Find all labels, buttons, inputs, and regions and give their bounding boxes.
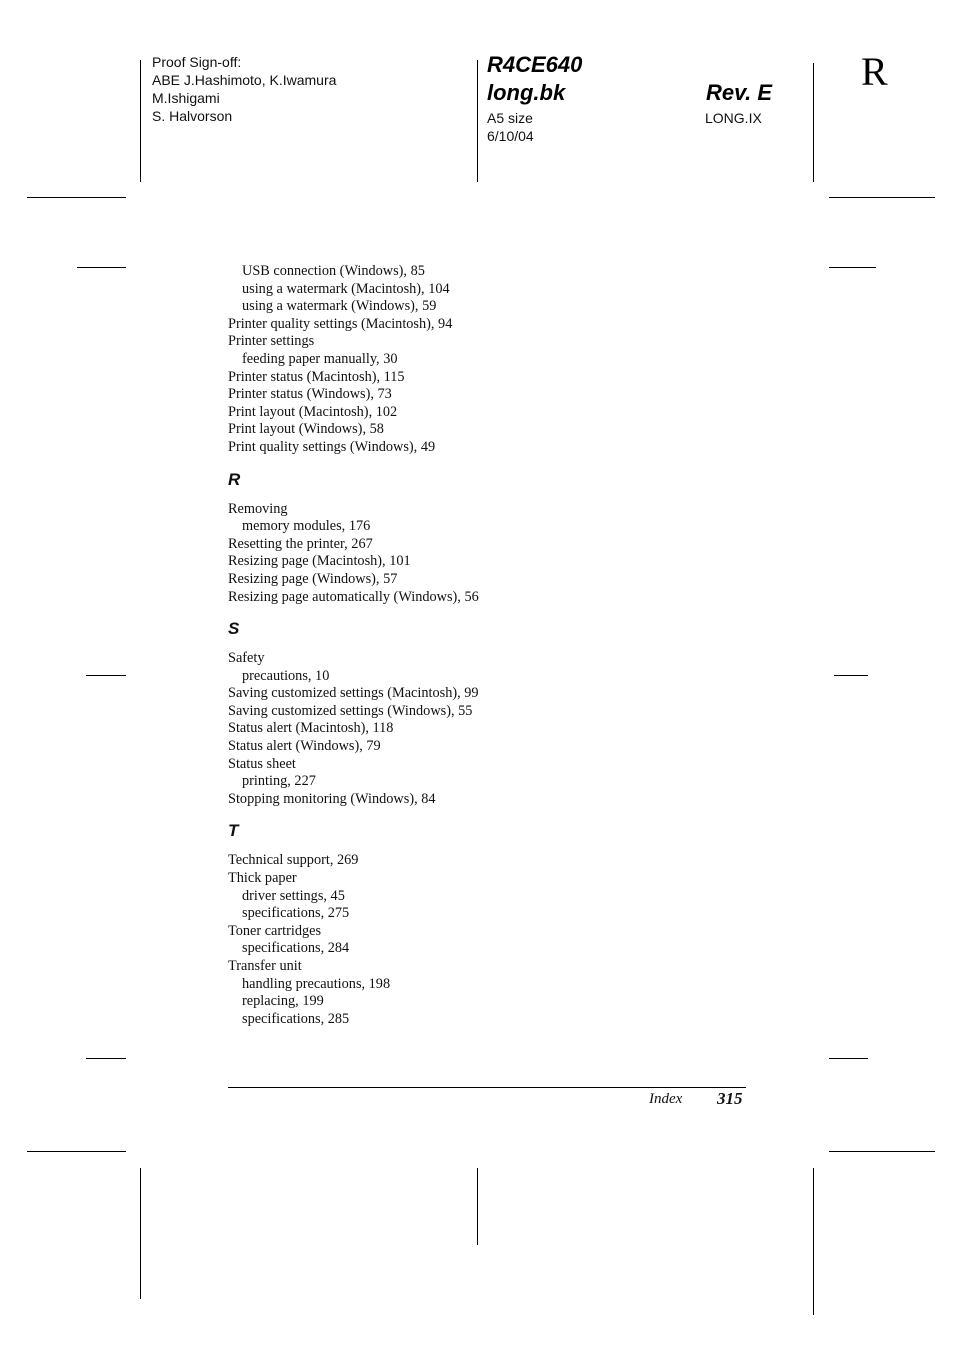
index-subentry: driver settings, 45 — [242, 887, 345, 904]
crop-mark — [77, 267, 126, 268]
doc-size: A5 size — [487, 110, 533, 126]
crop-mark — [140, 60, 141, 182]
index-entry: Transfer unit — [228, 958, 302, 974]
crop-mark — [813, 63, 814, 182]
crop-mark — [477, 1168, 478, 1245]
index-entry: Resetting the printer, 267 — [228, 535, 373, 552]
doc-date: 6/10/04 — [487, 128, 534, 144]
footer-label: Index — [649, 1091, 683, 1107]
doc-section-file: LONG.IX — [705, 110, 762, 126]
index-entry: Printer status (Windows), 73 — [228, 386, 392, 403]
corner-letter: R — [861, 49, 888, 94]
index-entry: Printer settings — [228, 333, 315, 350]
crop-mark — [829, 267, 876, 268]
index-entry: Safety — [228, 650, 265, 667]
index-subentry: precautions, 10 — [242, 667, 330, 684]
index-subentry: memory modules, 176 — [242, 518, 371, 535]
index-entry: Printer status (Macintosh), 115 — [228, 368, 405, 385]
proof-name: S. Halvorson — [152, 108, 233, 124]
index-letter-heading: R — [228, 469, 241, 489]
crop-mark — [27, 1151, 126, 1152]
crop-mark — [834, 675, 868, 676]
index-entry: Print quality settings (Windows), 49 — [228, 438, 436, 455]
index-entry: Saving customized settings (Macintosh), 99 — [228, 685, 479, 702]
crop-mark — [86, 675, 126, 676]
index-entry: Stopping monitoring (Windows), 84 — [228, 790, 436, 807]
index-entry: Saving customized settings (Windows), 55 — [228, 702, 473, 719]
crop-mark — [86, 1058, 126, 1059]
index-subentry: using a watermark (Macintosh), 104 — [242, 280, 450, 297]
doc-code: R4CE640 — [487, 52, 583, 77]
index-list — [228, 263, 748, 1028]
proof-name: M.Ishigami — [152, 90, 220, 106]
index-subentry: printing, 227 — [242, 773, 316, 790]
index-entry: Toner cartridges — [228, 922, 322, 939]
index-entry: Print layout (Macintosh), 102 — [228, 403, 398, 420]
index-entry: Status sheet — [228, 755, 296, 772]
index-subentry: specifications, 284 — [242, 940, 350, 957]
index-entry: Print layout (Windows), 58 — [228, 421, 384, 438]
page-number: 315 — [717, 1089, 743, 1108]
crop-mark — [27, 197, 126, 198]
index-entry: Resizing page automatically (Windows), 56 — [228, 588, 479, 605]
crop-mark — [813, 1168, 814, 1315]
crop-mark — [829, 197, 935, 198]
index-entry: Status alert (Windows), 79 — [228, 738, 381, 755]
crop-mark — [477, 60, 478, 182]
index-entry: Removing — [228, 500, 288, 517]
index-subentry: feeding paper manually, 30 — [242, 350, 398, 367]
index-subentry: handling precautions, 198 — [242, 975, 391, 992]
proof-name: ABE J.Hashimoto, K.Iwamura — [152, 72, 337, 88]
index-entry: Resizing page (Windows), 57 — [228, 570, 398, 587]
index-subentry: replacing, 199 — [242, 993, 324, 1010]
proof-signoff — [152, 53, 336, 125]
crop-mark — [140, 1168, 141, 1299]
index-entry: Resizing page (Macintosh), 101 — [228, 553, 411, 570]
index-entry: Status alert (Macintosh), 118 — [228, 720, 394, 737]
doc-revision: Rev. E — [706, 80, 773, 105]
index-entry: Technical support, 269 — [228, 852, 359, 869]
crop-mark — [829, 1151, 935, 1152]
index-subentry: using a watermark (Windows), 59 — [242, 298, 437, 315]
index-subentry: specifications, 275 — [242, 905, 350, 922]
crop-mark — [829, 1058, 868, 1059]
doc-file: long.bk — [487, 80, 566, 105]
proof-title: Proof Sign-off: — [152, 54, 242, 70]
index-letter-heading: S — [228, 619, 240, 639]
index-letter-heading: T — [228, 821, 239, 841]
footer-rule — [228, 1087, 746, 1088]
index-entry: Thick paper — [228, 870, 297, 887]
index-subentry: USB connection (Windows), 85 — [242, 263, 425, 279]
index-subentry: specifications, 285 — [242, 1010, 350, 1027]
index-entry: Printer quality settings (Macintosh), 94 — [228, 315, 453, 332]
